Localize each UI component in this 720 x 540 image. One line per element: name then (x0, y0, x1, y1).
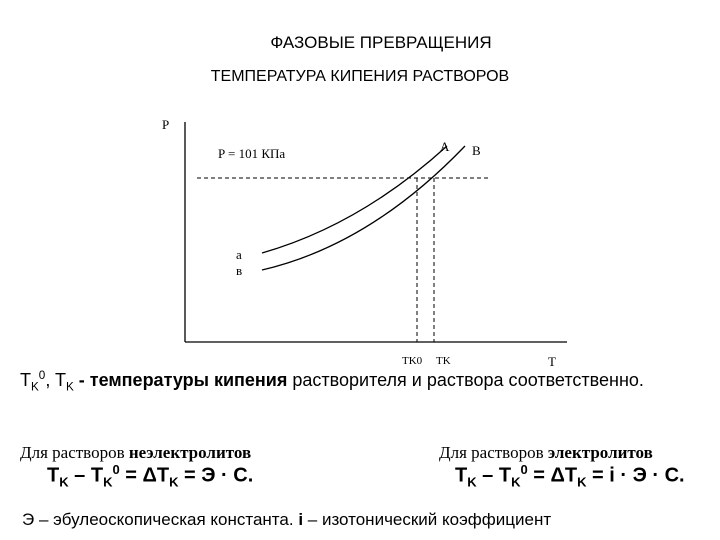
curve-b-lower-label: в (236, 263, 243, 278)
nonelectrolytes-formula: $T_K - T_K^0 = \Delta T_K = Э \cdot C$. (47, 462, 254, 490)
symbol-t0: T (20, 370, 31, 390)
definition-normal: растворителя и раствора соответственно. (287, 370, 644, 390)
definition-bold: - температуры кипения (73, 370, 288, 390)
ebullioscopic-note: Э – эбулеоскопическая константа. i – изотонический коэффициент (22, 510, 552, 529)
electrolytes-heading: Для растворов электролитов (439, 443, 653, 462)
solvent-curve (262, 146, 447, 253)
tick-t0-label: TK0 (402, 355, 423, 367)
nonelectrolytes-heading: Для растворов неэлектролитов (20, 443, 252, 462)
pressure-label: P = 101 КПа (218, 146, 286, 161)
y-axis-label: P (162, 117, 170, 132)
x-axis-label: T (548, 354, 556, 369)
page-subtitle: ТЕМПЕРАТУРА КИПЕНИЯ РАСТВОРОВ (210, 68, 510, 85)
page-title: ФАЗОВЫЕ ПРЕВРАЩЕНИЯ (270, 33, 492, 52)
sub-k2: K (65, 380, 74, 394)
tick-t-label: TK (436, 355, 451, 367)
curve-a-upper-label: A (440, 139, 450, 154)
curve-a-lower-label: a (236, 247, 242, 262)
symbol-t: , T (45, 370, 66, 390)
curve-b-upper-label: B (472, 143, 481, 158)
sup-0: 0 (38, 369, 46, 382)
sub-k: K (31, 380, 39, 394)
definition-text (20, 364, 710, 399)
electrolytes-formula: $T_K - T_K^0 = \Delta T_K = i \cdot Э \cdot C$. (455, 462, 685, 490)
